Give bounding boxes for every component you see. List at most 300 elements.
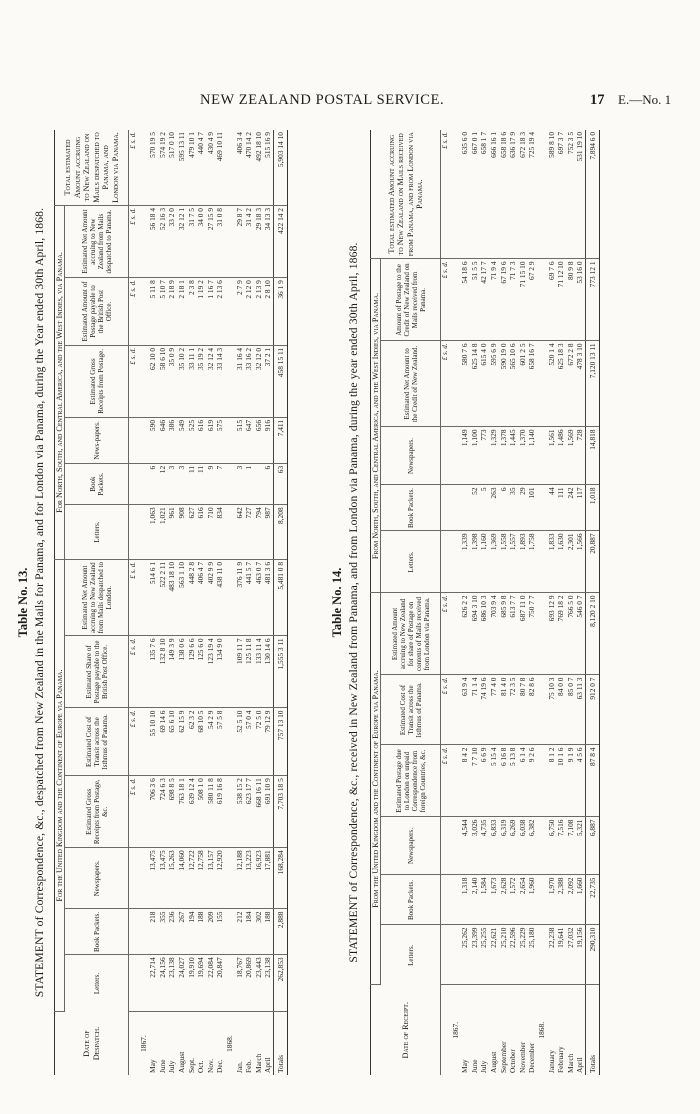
total-cell: 458 15 11	[274, 345, 288, 417]
table-cell: 1,566	[576, 531, 586, 593]
table-cell: 7,516	[557, 817, 567, 875]
table-row	[470, 130, 480, 1075]
table-cell	[139, 278, 149, 346]
table-cell: 6,038	[518, 817, 528, 875]
month-label: Oct.	[196, 1060, 206, 1073]
table-cell: 7	[216, 463, 226, 505]
table-cell: 483 18 10	[168, 559, 178, 635]
table-cell: 63 9 4	[461, 675, 471, 745]
table-cell: 32 12 0	[254, 345, 264, 417]
unit-label: £ s. d.	[441, 341, 451, 427]
month-label: August	[489, 1051, 499, 1073]
table-cell: 31 4 2	[245, 205, 255, 277]
table-cell: 6	[499, 485, 509, 531]
group-americas: From North, South, and Central America, and the West Indies, via Panama.	[371, 259, 381, 593]
table-row	[489, 130, 499, 1075]
table-cell: 667 0 1	[470, 130, 480, 259]
col-british-postage: Estimated Amount of Postage payable to the British Post Office.	[65, 278, 129, 346]
col-newspapers: News-papers.	[65, 417, 129, 463]
table-cell: 109 11 7	[235, 636, 245, 708]
table-cell	[537, 817, 547, 875]
table-cell	[139, 463, 149, 505]
table-cell: 469 10 11	[216, 130, 226, 205]
table-cell: 212	[235, 909, 245, 955]
table-row	[235, 130, 245, 1075]
table-row	[177, 130, 187, 1075]
table-cell	[451, 130, 461, 259]
table-cell: 69 14 6	[158, 708, 168, 776]
table-cell	[451, 485, 461, 531]
table-cell: 35 10 2	[177, 345, 187, 417]
table-cell: 626 2 2	[461, 593, 471, 675]
table-cell: 17,881	[264, 848, 274, 909]
col-book-packets: Book Packets.	[65, 909, 129, 955]
total-cell: 422 14 2	[274, 205, 288, 277]
table-cell: 236	[168, 909, 178, 955]
table-row	[528, 130, 538, 1075]
table-cell: 75 10 3	[547, 675, 557, 745]
table-cell	[139, 417, 149, 463]
table-cell: 71 7 3	[509, 259, 519, 341]
table-cell: 538 15 2	[235, 776, 245, 848]
table-cell	[225, 505, 235, 560]
table-cell: 492 18 10	[254, 130, 264, 205]
total-cell: 7,894 6 0	[586, 130, 600, 259]
table-cell: 656	[254, 417, 264, 463]
table-cell: 8 4 2	[461, 745, 471, 817]
total-cell: 290,310	[586, 925, 600, 985]
total-cell: 5,903 14 10	[274, 130, 288, 205]
table-cell	[225, 463, 235, 505]
table-cell: 563 1 10	[177, 559, 187, 635]
group-uk: From the United Kingdom and the Continent of Europe via Panama.	[371, 593, 381, 985]
table-cell: 376 11 9	[235, 559, 245, 635]
table-cell: 27,032	[566, 925, 576, 985]
unit-label: £ s. d.	[129, 278, 139, 346]
table-cell	[537, 875, 547, 925]
col-letters: Letters.	[65, 955, 129, 1012]
table-cell: 16,923	[254, 848, 264, 909]
col-gross-receipts: Estimated Gross Receipts from Postage, &c.	[65, 776, 129, 848]
table-cell: 35 19 2	[197, 345, 207, 417]
table-cell: 1,572	[509, 875, 519, 925]
col-net-credit: Estimated Net Amount to the Credit of New Zealand.	[381, 341, 441, 427]
units-row	[129, 130, 139, 1075]
table-cell	[451, 593, 461, 675]
table-cell	[451, 745, 461, 817]
table-cell: 12,758	[197, 848, 207, 909]
total-cell: 912 0 7	[586, 675, 600, 745]
month-label: September	[498, 1041, 508, 1073]
table-cell: 355	[158, 909, 168, 955]
table-cell: 3	[235, 463, 245, 505]
page-header	[0, 0, 700, 110]
col-letters: Letters.	[381, 925, 441, 985]
table-row	[566, 130, 576, 1075]
table-cell: 33 14 3	[216, 345, 226, 417]
table-cell: 32 12 4	[206, 345, 216, 417]
table-cell: 19,641	[557, 925, 567, 985]
table-cell: 117	[576, 485, 586, 531]
table-cell	[139, 708, 149, 776]
table-cell: 627	[187, 505, 197, 560]
table-row	[139, 130, 149, 1075]
table-cell: 9	[206, 463, 216, 505]
table-cell: 623 17 7	[245, 776, 255, 848]
table-cell: 130 14 6	[264, 636, 274, 708]
table-cell: 24,027	[177, 955, 187, 1012]
table-cell: 13,475	[149, 848, 159, 909]
table-cell: 22,596	[509, 925, 519, 985]
table-cell: 520 1 4	[547, 341, 557, 427]
table-cell: 1,569	[566, 427, 576, 485]
month-label: Feb.	[244, 1060, 254, 1073]
table-cell: 11	[187, 463, 197, 505]
table-row	[197, 130, 207, 1075]
month-label: Jan.	[234, 1061, 244, 1073]
table-cell: 3,026	[470, 817, 480, 875]
table-cell: 80 7 8	[518, 675, 528, 745]
table-cell: 515 16 9	[264, 130, 274, 205]
table-cell: 658 18 6	[499, 130, 509, 259]
table-cell: 6	[149, 463, 159, 505]
table-cell: 138 0 6	[177, 636, 187, 708]
table-cell	[139, 559, 149, 635]
table-cell: 25,229	[518, 925, 528, 985]
table-cell: 218	[149, 909, 159, 955]
table-cell: 619	[206, 417, 216, 463]
table-cell: 31 16 4	[235, 345, 245, 417]
table-cell: 636 17 9	[509, 130, 519, 259]
table-cell: 706 3 6	[149, 776, 159, 848]
table-cell: 574 19 2	[158, 130, 168, 205]
col-panama-credit: Amount of Postage to the Credit of New Zealand on Mails received from Panama.	[381, 259, 441, 341]
unit-label: £ s. d.	[129, 636, 139, 708]
total-cell: 168,284	[274, 848, 288, 909]
table-cell: 6 1 4	[518, 745, 528, 817]
table-cell: 1,758	[528, 531, 538, 593]
table-cell: 2 7 9	[235, 278, 245, 346]
table-row	[576, 130, 586, 1075]
table-cell: 267	[177, 909, 187, 955]
month-label: Nov.	[205, 1058, 215, 1073]
table-cell: 1,021	[158, 505, 168, 560]
table-row	[149, 130, 159, 1075]
table-cell: 13,475	[158, 848, 168, 909]
table-row	[264, 130, 274, 1075]
table-cell: 25,180	[528, 925, 538, 985]
table-cell: 1,445	[509, 427, 519, 485]
table-cell: 710	[206, 505, 216, 560]
totals-label: Totals	[274, 1012, 288, 1075]
table-cell	[139, 205, 149, 277]
table-cell: 666 16 1	[489, 130, 499, 259]
table-cell: 52 5 10	[235, 708, 245, 776]
table-cell: 658 16 7	[528, 341, 538, 427]
table-cell: 29 18 3	[254, 205, 264, 277]
table-cell: 441 5 7	[245, 559, 255, 635]
table-cell: 517 0 10	[168, 130, 178, 205]
table-cell: 15,263	[168, 848, 178, 909]
table-cell: 6,382	[528, 817, 538, 875]
table-row	[168, 130, 178, 1075]
table-cell: 31 0 8	[216, 205, 226, 277]
month-label: March	[565, 1053, 575, 1073]
table-row	[254, 130, 264, 1075]
table-cell: 625 18 3	[557, 341, 567, 427]
table-cell	[225, 636, 235, 708]
table-cell: 2,140	[470, 875, 480, 925]
table-cell: 54 2 9	[206, 708, 216, 776]
table-cell: 9 1 9	[566, 745, 576, 817]
table-cell: 3	[177, 463, 187, 505]
table-row	[158, 130, 168, 1075]
table-cell: 19,156	[576, 925, 586, 985]
table-cell: 12,188	[235, 848, 245, 909]
table-cell: 24,156	[158, 955, 168, 1012]
unit-label: £ s. d.	[441, 259, 451, 341]
table-cell: 77 4 0	[489, 675, 499, 745]
table-cell: 135 7 6	[149, 636, 159, 708]
total-cell: 7,120 13 11	[586, 341, 600, 427]
table-cell: 19,694	[197, 955, 207, 1012]
table-cell: 646	[158, 417, 168, 463]
table-cell: 515	[235, 417, 245, 463]
table-cell	[451, 675, 461, 745]
table-row	[206, 130, 216, 1075]
table-cell: 615 4 0	[480, 341, 490, 427]
unit-label: £ s. d.	[129, 205, 139, 277]
table-cell: 25,262	[461, 925, 471, 985]
table-cell: 1,584	[480, 875, 490, 925]
total-cell: 1,555 3 11	[274, 636, 288, 708]
table-cell: 834	[216, 505, 226, 560]
table-cell: 23,443	[254, 955, 264, 1012]
col-total-estimated: Total estimated Amount accruing to New Zealand on Mails despatched to Panama, and London via Panama.	[55, 130, 129, 205]
unit-label: £ s. d.	[129, 776, 139, 848]
col-postage-due-london: Estimated Postage due to London on unpaid Correspondence from foreign Countries, &c.	[381, 745, 441, 817]
table-cell: 52 16 3	[158, 205, 168, 277]
table-cell: 20,869	[245, 955, 255, 1012]
total-cell: 7,703 18 5	[274, 776, 288, 848]
table-cell: 6,750	[547, 817, 557, 875]
table-cell: 531 19 10	[576, 130, 586, 259]
col-transit-cost: Estimated Cost of Transit across the Isthmus of Panama.	[65, 708, 129, 776]
table-cell: 23,138	[168, 955, 178, 1012]
unit-label: £ s. d.	[129, 345, 139, 417]
table-cell: 51 5 5	[470, 259, 480, 341]
table-cell	[451, 875, 461, 925]
table-cell: 22,238	[547, 925, 557, 985]
table-cell: 2 18 9	[168, 278, 178, 346]
table-cell: 685 9 8	[499, 593, 509, 675]
table-cell: 134 9 0	[216, 636, 226, 708]
table-cell: 619 16 8	[216, 776, 226, 848]
table-cell: 22,621	[489, 925, 499, 985]
month-label: March	[253, 1053, 263, 1073]
table-cell: 72 5 0	[254, 708, 264, 776]
table-cell: 129 6 6	[187, 636, 197, 708]
table-cell: 1,369	[489, 531, 499, 593]
col-newspapers: Newspapers.	[381, 817, 441, 875]
table-cell	[537, 259, 547, 341]
table-cell: 694 3 10	[470, 593, 480, 675]
table-cell: 1,160	[480, 531, 490, 593]
totals-row	[586, 130, 600, 1075]
table-14	[370, 130, 600, 1075]
table-cell: 691 10 9	[264, 776, 274, 848]
table-cell: 5 15 4	[489, 745, 499, 817]
table-14-statement: STATEMENT of Correspondence, &c., received in New Zealand from Panama, and from London via Panama, during the year ended 30th April, 1868.	[347, 242, 360, 963]
col-transit-cost: Estimated Cost of Transit across the Isthmus of Panama.	[381, 675, 441, 745]
table-cell: 79 12 9	[264, 708, 274, 776]
table-cell: 406 3 4	[235, 130, 245, 205]
table-cell	[451, 341, 461, 427]
table-cell: 34 13 3	[264, 205, 274, 277]
table-cell: 2,301	[566, 531, 576, 593]
table-cell: 478 3 10	[576, 341, 586, 427]
table-cell: 85 0 7	[566, 675, 576, 745]
table-cell: 2,628	[499, 875, 509, 925]
units-row	[441, 130, 451, 1075]
table-cell: 6 16 8	[499, 745, 509, 817]
table-cell: 263	[489, 485, 499, 531]
unit-label: £ s. d.	[129, 708, 139, 776]
table-cell: 4,544	[461, 817, 471, 875]
table-cell: 1,378	[499, 427, 509, 485]
table-cell: 57 5 8	[216, 708, 226, 776]
table-cell: 769 18 2	[557, 593, 567, 675]
col-gross-receipts: Estimated Gross Receipts from Postage.	[65, 345, 129, 417]
table-cell	[461, 485, 471, 531]
table-cell: 463 0 7	[254, 559, 264, 635]
table-cell: 52	[470, 485, 480, 531]
month-label: October	[508, 1049, 518, 1073]
table-cell: 916	[264, 417, 274, 463]
table-cell: 25,255	[480, 925, 490, 985]
table-cell: 766 5 0	[566, 593, 576, 675]
table-cell: 2 8 10	[264, 278, 274, 346]
total-cell: 757 13 10	[274, 708, 288, 776]
table-cell: 728	[576, 427, 586, 485]
total-cell: 7,411	[274, 417, 288, 463]
table-cell: 1	[245, 463, 255, 505]
table-cell: 750 7 7	[528, 593, 538, 675]
table-cell: 33 16 2	[245, 345, 255, 417]
table-cell: 13,223	[245, 848, 255, 909]
month-label: Sept.	[186, 1058, 196, 1073]
table-cell: 522 2 11	[158, 559, 168, 635]
table-cell: 470 14 2	[245, 130, 255, 205]
table-cell	[225, 278, 235, 346]
table-cell: 616	[197, 505, 207, 560]
table-cell: 639 12 4	[187, 776, 197, 848]
table-cell: 32 12 1	[177, 205, 187, 277]
year-label: 1868.	[225, 1035, 235, 1052]
table-cell: 35 0 9	[168, 345, 178, 417]
table-cell	[451, 817, 461, 875]
table-cell: 22,714	[149, 955, 159, 1012]
table-cell: 752 3 5	[566, 130, 576, 259]
table-cell: 672 18 3	[518, 130, 528, 259]
table-cell: 184	[245, 909, 255, 955]
table-cell: 635 6 0	[461, 130, 471, 259]
table-cell: 570 19 5	[149, 130, 159, 205]
table-cell: 7 7 10	[470, 745, 480, 817]
total-cell: 14,818	[586, 427, 600, 485]
table-cell: 961	[168, 505, 178, 560]
table-cell: 1,960	[528, 875, 538, 925]
total-cell: 20,887	[586, 531, 600, 593]
table-cell: 101	[528, 485, 538, 531]
table-cell: 2 13 9	[254, 278, 264, 346]
table-cell: 80 9 8	[566, 259, 576, 341]
total-cell: 87 8 4	[586, 745, 600, 817]
table-cell	[225, 955, 235, 1012]
col-book-packets: Book Packets.	[381, 875, 441, 925]
table-cell	[537, 593, 547, 675]
table-cell: 658 1 7	[480, 130, 490, 259]
table-cell: 672 2 8	[566, 341, 576, 427]
table-cell: 5 13 8	[509, 745, 519, 817]
table-cell: 1,063	[149, 505, 159, 560]
table-cell	[451, 531, 461, 593]
table-cell: 1,630	[557, 531, 567, 593]
table-cell: 1,100	[470, 427, 480, 485]
total-cell: 5,481 0 8	[274, 559, 288, 635]
table-row	[187, 130, 197, 1075]
table-cell: 773	[480, 427, 490, 485]
table-cell: 1,561	[547, 427, 557, 485]
table-13	[54, 130, 288, 1075]
table-cell: 616	[197, 417, 207, 463]
table-cell: 34 0 0	[197, 205, 207, 277]
table-cell	[451, 427, 461, 485]
total-cell: 36 1 9	[274, 278, 288, 346]
table-cell: 595 13 11	[177, 130, 187, 205]
col-letters: Letters.	[65, 505, 129, 560]
table-cell: 402 9 9	[206, 559, 216, 635]
table-cell: 71 1 4	[470, 675, 480, 745]
table-cell: 1,970	[547, 875, 557, 925]
table-13-statement: STATEMENT of Correspondence, &c., despatched from New Zealand in the Mails for Panama, and for London via Panama, during the Year ended 30th April, 1868.	[33, 207, 46, 998]
table-cell	[139, 909, 149, 955]
table-cell: 508 1 0	[197, 776, 207, 848]
table-cell: 4,735	[480, 817, 490, 875]
table-row	[225, 130, 235, 1075]
month-label: April	[263, 1057, 273, 1073]
table-cell: 479 10 1	[187, 130, 197, 205]
table-cell: 1,329	[489, 427, 499, 485]
col-book-packets: Book Packets.	[381, 485, 441, 531]
table-13-label: Table No. 13.	[16, 567, 30, 638]
table-cell	[225, 417, 235, 463]
table-cell: 27 15 9	[206, 205, 216, 277]
table-row	[509, 130, 519, 1075]
unit-label: £ s. d.	[129, 130, 139, 205]
table-cell: 62 15 9	[177, 708, 187, 776]
table-cell: 5,321	[576, 817, 586, 875]
table-cell: 29 8 7	[235, 205, 245, 277]
document-reference: E.—No. 1	[618, 92, 672, 107]
table-cell: 56 18 4	[149, 205, 159, 277]
table-cell: 697 3 7	[557, 130, 567, 259]
table-cell: 590 19 0	[499, 341, 509, 427]
table-cell: 6,833	[489, 817, 499, 875]
month-label: August	[177, 1051, 187, 1073]
col-book-packets: Book Packets.	[65, 463, 129, 505]
col-date-of-despatch: Date of Despatch.	[55, 1012, 129, 1075]
